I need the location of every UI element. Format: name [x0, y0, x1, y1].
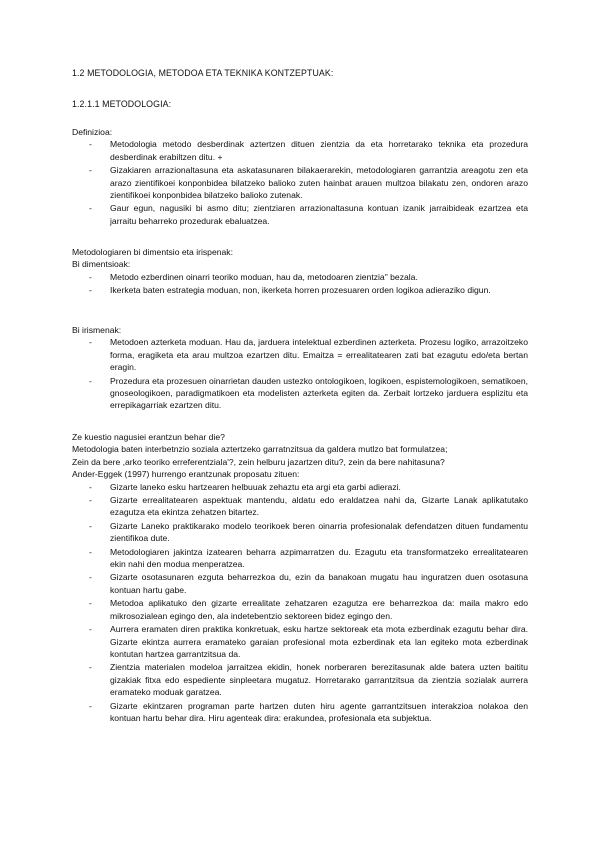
list-item: - Metodologia metodo desberdinak aztertzen dituen zientzia da eta horretarako teknika eta prozedura desberdinak erabiltzen ditu. +	[89, 139, 528, 162]
irismenak-block	[72, 324, 528, 413]
dimentsioak-label: Bi dimentsioak:	[72, 259, 131, 270]
irismenak-list	[72, 336, 528, 411]
definizioa-label: Definizioa:	[72, 127, 113, 137]
definizioa-list	[72, 138, 528, 227]
section-heading: 1.2 METODOLOGIA, METODOA ETA TEKNIKA KONTZEPTUAK:	[72, 68, 334, 78]
bullet-dash: -	[89, 624, 92, 635]
bullet-dash: -	[89, 546, 92, 557]
list-item: - Prozedura eta prozesuen oinarrietan dauden ustezko ontologikoen, logikoen, espistemologikoen, sematikoen, gnoseologikoen, paradigmatikoen eta modelisten azterketa egiten da. Zerbait lortzeko jarduera esplizitu eta errepikagarriak ezartzen ditu.	[89, 375, 528, 411]
subsection-heading: 1.2.1.1 METODOLOGIA:	[72, 99, 172, 109]
dimentsioak-intro: Metodologiaren bi dimentsio eta irispenak:	[72, 247, 233, 257]
list-item: - Metodoen azterketa moduan. Hau da, jarduera intelektual ezberdinen azterketa. Prozesu logiko, arrazoitzeko forma, eragiketa eta arau multzoa ezartzen ditu. Emaitza = errealitatearen zati bat ezagutu edo/eta bertan eragin.	[89, 337, 528, 373]
definizioa-block	[72, 126, 528, 228]
bullet-dash: -	[89, 337, 92, 348]
bullet-dash: -	[89, 700, 92, 711]
galdera-text: Ander-Eggek (1997) hurrengo erantzunak proposatu zituen:	[72, 469, 300, 480]
bullet-dash: -	[89, 572, 92, 583]
list-item: - Aurrera eramaten diren praktika konkretuak, esku hartze sektoreak eta mota ezberdinak ezagutu behar dira. Gizarte ekintza aurrera eramateko garaian profesional mota ezberdinak eta lan egiteko mota ezberdinak kontutan hartzea garrantzitsua da.	[89, 624, 528, 659]
bullet-dash: -	[89, 520, 92, 531]
galdera-block	[72, 431, 528, 725]
dimentsioak-block	[72, 246, 528, 298]
bullet-dash: -	[89, 598, 92, 609]
bullet-dash: -	[89, 375, 92, 386]
dimentsioak-list	[72, 271, 528, 297]
list-item: - Metodologiaren jakintza izatearen beharra azpimarratzen du. Ezagutu eta transformatzeko errealitatearen ekin nahi den modua menperatzea.	[89, 546, 528, 570]
list-item: - Gizakiaren arrazionaltasuna eta askatasunaren bilakaerarekin, metodologiaren garrantzia areagotu zen eta arazo zientifikoei konponbidea bilatzeko balioko zuten hainbat arauen multzoa bilakatu zen, ondoren arazo zientifikoei konponbidea bilatzeko balioko zutenak.	[89, 165, 528, 201]
bullet-dash: -	[89, 139, 92, 150]
list-item: - Metodo ezberdinen oinarri teoriko moduan, hau da, metodoaren zientzia" bezala.	[89, 271, 418, 282]
list-item: - Metodoa aplikatuko den gizarte errealitate zehatzaren ezagutza ere beharrezkoa da: maila makro edo mikrosozialean egingo den, ala indetebentzio sektoreen bidez egingo den.	[89, 598, 528, 621]
bullet-dash: -	[89, 165, 92, 176]
list-item: - Gaur egun, nagusiki bi asmo ditu; zientziaren arrazionaltasuna kontuan izanik jarraibideak ezartzea eta jarraitu beharreko prozedurak ebaluatzea.	[89, 203, 528, 226]
list-item: - Gizarte osotasunaren ezguta beharrezkoa du, ezin da banakoan mugatu hau inguratzen duen osotasuna kontuan hartu gabe.	[89, 572, 528, 595]
bullet-dash: -	[89, 662, 92, 673]
bullet-dash: -	[89, 481, 92, 492]
list-item: - Gizarte laneko esku hartzearen helbuuak zehaztu eta argi eta garbi adierazi.	[89, 481, 401, 492]
bullet-dash: -	[89, 271, 92, 282]
irismenak-label: Bi irismenak:	[72, 325, 122, 335]
list-item: - Zientzia materialen modeloa jarraitzea ekidin, honek norberaren berezitasunak alde batera uzten baititu gizakiak fitxa edo espediente sinpleetara mugatuz. Horretarako garrantzitsua da zientzia sozialak aurrera eramateko moduak garatzea.	[89, 662, 528, 698]
bullet-dash: -	[89, 203, 92, 214]
galdera-list	[72, 481, 528, 725]
galdera-question: Ze kuestio nagusiei erantzun behar die?	[72, 432, 225, 442]
list-item: - Gizarte Laneko praktikarako modelo teorikoek beren oinarria profesionalak defendatzen dituen fundamentu zientifikoa dute.	[89, 520, 528, 544]
list-item: - Gizarte errealitatearen aspektuak mantendu, aldatu edo eraldatzea nahi da, Gizarte Lanak aplikatutako ezagutza eta ekintza zehatzen bitartez.	[89, 495, 528, 518]
list-item: - Ikerketa baten estrategia moduan, non, ikerketa horren prozesuaren orden logikoa adieraziko digun.	[89, 285, 491, 296]
bullet-dash: -	[89, 495, 92, 506]
galdera-text: Zein da bere ,arko teoriko erreferentziala'?, zein helburu jazartzen ditu?, zein da bere nahitasuna?	[72, 456, 445, 467]
list-item: - Gizarte ekintzaren programan parte hartzen duten hiru agente garrantzitsuen interakzioa nolakoa den kontuan hartu behar dira. Hiru agenteak dira: erakundea, profesionala eta subjektua.	[89, 700, 528, 723]
bullet-dash: -	[89, 285, 92, 296]
galdera-text: Metodologia baten interbetnzio soziala aztertzeko garratnzitsua da galdera mutlzo bat formulatzea;	[72, 444, 448, 455]
